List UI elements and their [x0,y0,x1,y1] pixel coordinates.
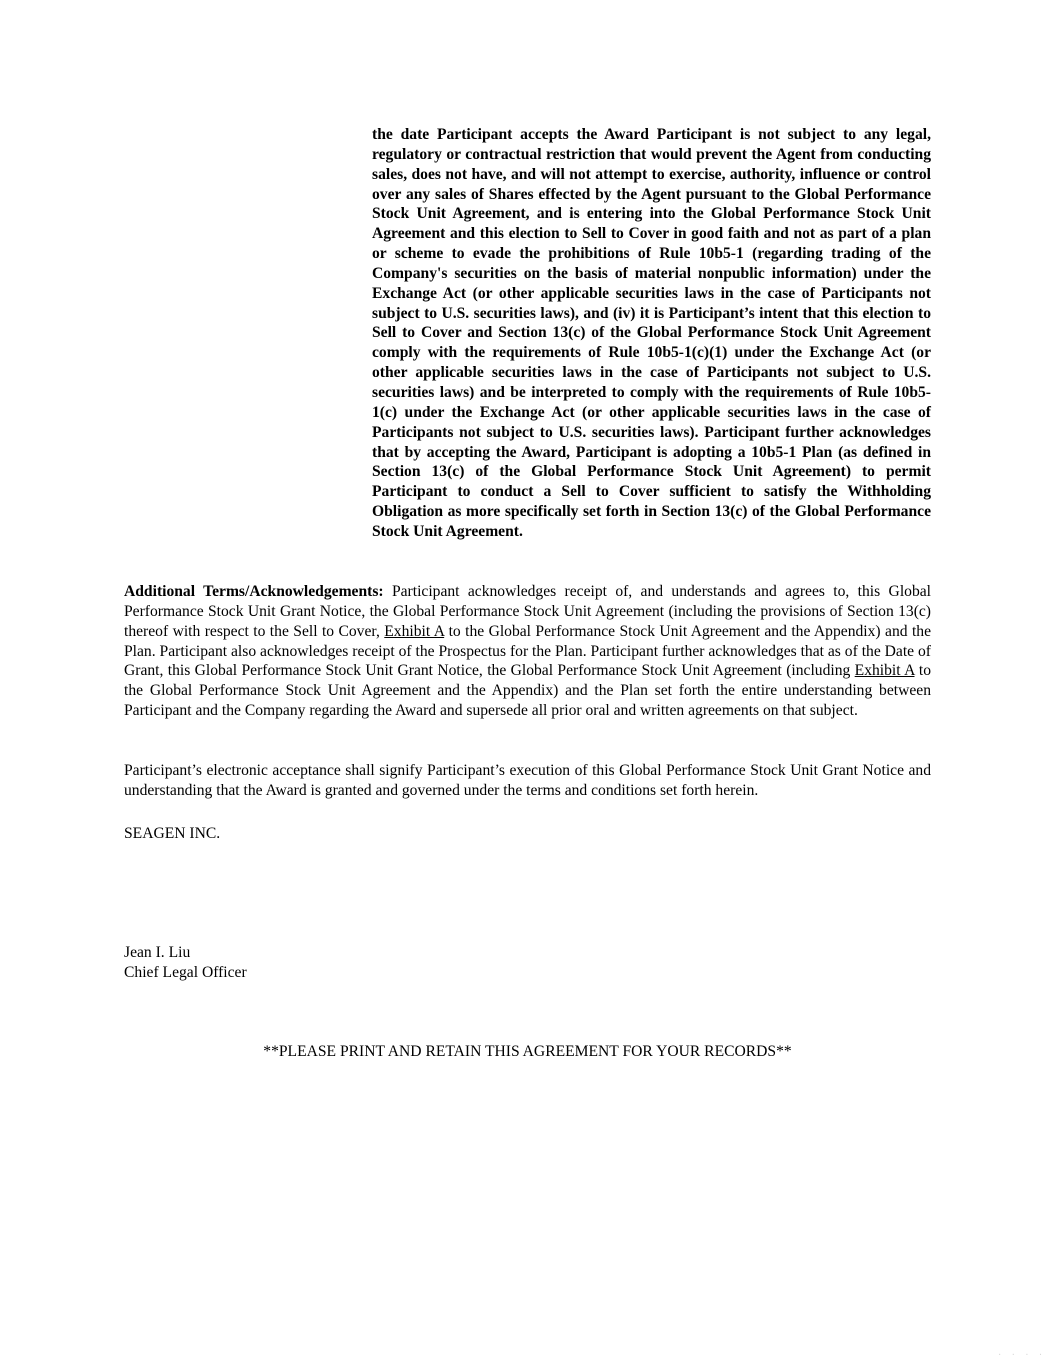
exhibit-a-link-2[interactable]: Exhibit A [854,662,915,680]
signer-title: Chief Legal Officer [124,963,247,981]
election-terms-paragraph: the date Participant accepts the Award Participant is not subject to any legal, regulatory or contractual restriction that would prevent the Agent from conducting sales, does not have, and will not attempt to exercise, authority, influence or control over any sales of Shares effected by the Agent pursuant to the Global Performance Stock Unit Agreement, and is entering into the Global Performance Stock Unit Agreement and this election to Sell to Cover in good faith and not as part of a plan or scheme to evade the prohibitions of Rule 10b5-1 (regarding trading of the Company's securities on the basis of material nonpublic information) under the Exchange Act (or other applicable securities laws in the case of Participants not subject to U.S. securities laws), and (iv) it is Participant’s intent that this election to Sell to Cover and Section 13(c) of the Global Performance Stock Unit Agreement comply with the requirements of Rule 10b5-1(c)(1) under the Exchange Act (or other applicable securities laws in the case of Participants not subject to U.S. securities laws) and be interpreted to comply with the requirements of Rule 10b5-1(c) under the Exchange Act (or other applicable securities laws in the case of Participants not subject to U.S. securities laws). Participant further acknowledges that by accepting the Award, Participant is adopting a 10b5-1 Plan (as defined in Section 13(c) of the Global Performance Stock Unit Agreement) to permit Participant to conduct a Sell to Cover sufficient to satisfy the Withholding Obligation as more specifically set forth in Section 13(c) of the Global Performance Stock Unit Agreement. [372,126,931,540]
electronic-acceptance-paragraph: Participant’s electronic acceptance shall signify Participant’s execution of this Global Performance Stock Unit Grant Notice and understanding that the Award is granted and governed under the terms and conditions set forth herein. [124,762,931,799]
signature-block [124,943,247,983]
page-marker-decoration: · · · · [997,1350,1045,1359]
exhibit-a-link-1[interactable]: Exhibit A [384,622,445,640]
additional-terms-paragraph [124,582,931,721]
additional-terms-text-3: to the Global Performance Stock Unit Agreement and the Appendix) and the Plan set forth the entire understanding between Participant and the Company regarding the Award and supersede all prior oral and written agreements on that subject. [124,662,931,720]
company-name: SEAGEN INC. [124,825,221,842]
print-notice: **PLEASE PRINT AND RETAIN THIS AGREEMENT FOR YOUR RECORDS** [263,1043,792,1060]
additional-terms-text-1: Participant acknowledges receipt of, and understands and agrees to, this Global Performance Stock Unit Grant Notice, the Global Performance Stock Unit Agreement (including the provisions of Section 13(c) thereof with respect to the Sell to Cover, [124,583,931,640]
additional-terms-text-2: to the Global Performance Stock Unit Agreement and the Appendix) and the Plan. Participant also acknowledges receipt of the Prospectus for the Plan. Participant further acknowledges that as of the Date of Grant, this Global Performance Stock Unit Grant Notice, the Global Performance Stock Unit Agreement (including [124,622,931,680]
additional-terms-heading: Additional Terms/Acknowledgements: [124,583,384,600]
signer-name: Jean I. Liu [124,944,191,961]
